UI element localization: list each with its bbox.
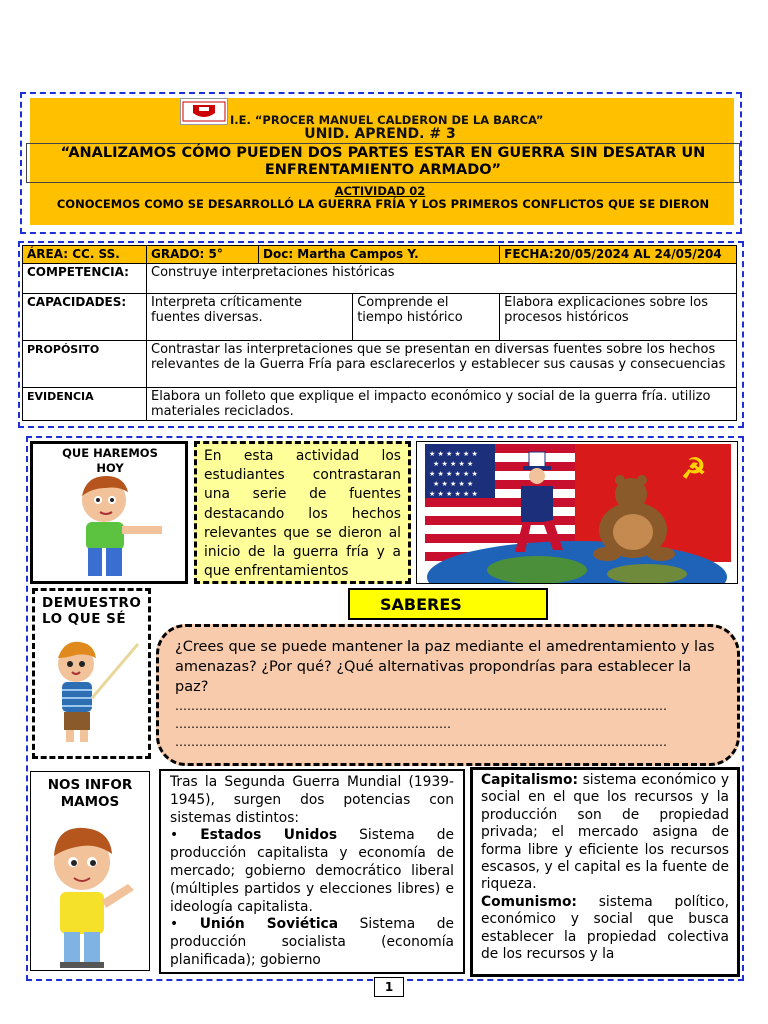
page-number: 1 — [374, 977, 404, 997]
proposito-label: PROPÓSITO — [23, 341, 147, 388]
svg-text:★ ★ ★ ★ ★: ★ ★ ★ ★ ★ — [433, 460, 474, 468]
main-title: “ANALIZAMOS CÓMO PUEDEN DOS PARTES ESTAR EN GUERRA SIN DESATAR UN ENFRENTAMIENTO ARMADO” — [60, 145, 706, 178]
comunismo-title: Comunismo: — [481, 893, 577, 910]
area-cell: ÁREA: CC. SS. — [23, 246, 147, 264]
fecha-cell: FECHA:20/05/2024 AL 24/05/204 — [500, 246, 737, 264]
cold-war-illustration — [416, 441, 738, 584]
capacidad-1: Interpreta críticamente fuentes diversas. — [147, 294, 353, 341]
nos-informamos-label: NOS INFORMAMOS — [47, 777, 133, 810]
svg-text:★ ★ ★ ★ ★ ★: ★ ★ ★ ★ ★ ★ — [429, 450, 478, 458]
svg-text:☭: ☭ — [681, 452, 707, 485]
school-name: I.E. “PROCER MANUEL CALDERON DE LA BARCA” — [230, 113, 544, 127]
boy-with-pointer-icon — [46, 640, 142, 754]
bullet-usa-text: Sistema de producción capitalista y economía de mercado; gobierno democrático liberal (múltiples partidos y elecciones libres) e ideología capitalista. — [170, 827, 455, 915]
competencia-value: Construye interpretaciones históricas — [147, 264, 737, 294]
question-text: ¿Crees que se puede mantener la paz mediante el amedrentamiento y las amenazas? ¿Por qué? ¿Qué alternativas propondrías para establecer la paz? — [175, 639, 715, 695]
bullet-ussr-title: Unión Soviética — [199, 916, 339, 933]
comunismo-text: sistema político, económico y social que busca establecer la propiedad colectiva de los recursos y la — [481, 893, 729, 963]
bullet-usa-title: Estados Unidos — [200, 827, 338, 844]
grado-cell: GRADO: 5° — [147, 246, 259, 264]
demuestro-label: DEMUESTRO LO QUE SÉ — [42, 595, 142, 627]
activity-number: ACTIVIDAD 02 — [334, 184, 426, 198]
que-haremos-text: En esta actividad los estudiantes contrastaran una serie de fuentes destacando los hechos relevantes que se dieron al inicio de la guerra fría y a que enfrentamientos — [204, 448, 401, 580]
svg-text:★ ★ ★ ★ ★ ★: ★ ★ ★ ★ ★ ★ — [429, 470, 478, 478]
capacidad-3: Elabora explicaciones sobre los procesos históricos — [500, 294, 737, 341]
evidencia-label: EVIDENCIA — [23, 388, 147, 421]
svg-text:★ ★ ★ ★ ★ ★: ★ ★ ★ ★ ★ ★ — [429, 490, 478, 498]
school-crest-icon — [180, 98, 228, 125]
intro-text-box: Tras la Segunda Guerra Mundial (1939-1945), surgen dos potencias con sistemas distintos: • Estados Unidos Sistema de producción capitalista y economía de mercado; gobierno democrático liberal (múltiples partidos y elecciones libres) e ideología capitalista. • Unión Soviética Sistema de producción socialista (economía planificada); gobierno — [159, 769, 465, 974]
boy-presenting-icon — [40, 826, 144, 974]
capacidades-label: CAPACIDADES: — [23, 294, 147, 341]
saberes-title: SABERES — [380, 595, 462, 614]
competencia-label: COMPETENCIA: — [23, 264, 147, 294]
intro-paragraph: Tras la Segunda Guerra Mundial (1939-1945), surgen dos potencias con sistemas distintos: — [170, 774, 454, 826]
answer-line-3[interactable]: …………………………………………………………………………………………………………… — [175, 735, 667, 749]
evidencia-value: Elabora un folleto que explique el impacto económico y social de la guerra fría. utilizo materiales reciclados. — [147, 388, 737, 421]
saberes-banner — [348, 588, 548, 620]
capitalismo-title: Capitalismo: — [481, 772, 578, 788]
info-table — [22, 245, 737, 421]
answer-line-1[interactable]: …………………………………………………………………………………………………………… — [175, 699, 667, 713]
answer-line-2[interactable]: …………………………………………………………… — [175, 717, 451, 731]
capacidad-2: Comprende el tiempo histórico — [353, 294, 500, 341]
bullet-ussr-text: Sistema de producción socialista (economía planificada); gobierno — [170, 916, 454, 968]
question-box — [156, 624, 740, 766]
proposito-value: Contrastar las interpretaciones que se presentan en diversas fuentes sobre los hechos relevantes de la Guerra Fría para esclarecerlos y establecer sus causas y consecuencias — [147, 341, 737, 388]
capitalismo-text: sistema económico y social en el que los recursos y la producción son de propiedad privada; el mercado asigna de forma libre y eficiente los recursos escasos, y el capital es la fuente de riqueza. — [481, 772, 729, 893]
que-haremos-label: QUE HAREMOS HOY — [62, 446, 158, 475]
que-haremos-note — [194, 441, 411, 584]
svg-text:★ ★ ★ ★ ★: ★ ★ ★ ★ ★ — [433, 480, 474, 488]
unit-title: UNID. APREND. # 3 — [304, 126, 456, 142]
activity-title: CONOCEMOS COMO SE DESARROLLÓ LA GUERRA FRÍA Y LOS PRIMEROS CONFLICTOS QUE SE DIERON — [56, 197, 710, 211]
definitions-box — [470, 767, 740, 977]
boy-pointing-icon — [64, 474, 176, 586]
doc-cell: Doc: Martha Campos Y. — [259, 246, 500, 264]
